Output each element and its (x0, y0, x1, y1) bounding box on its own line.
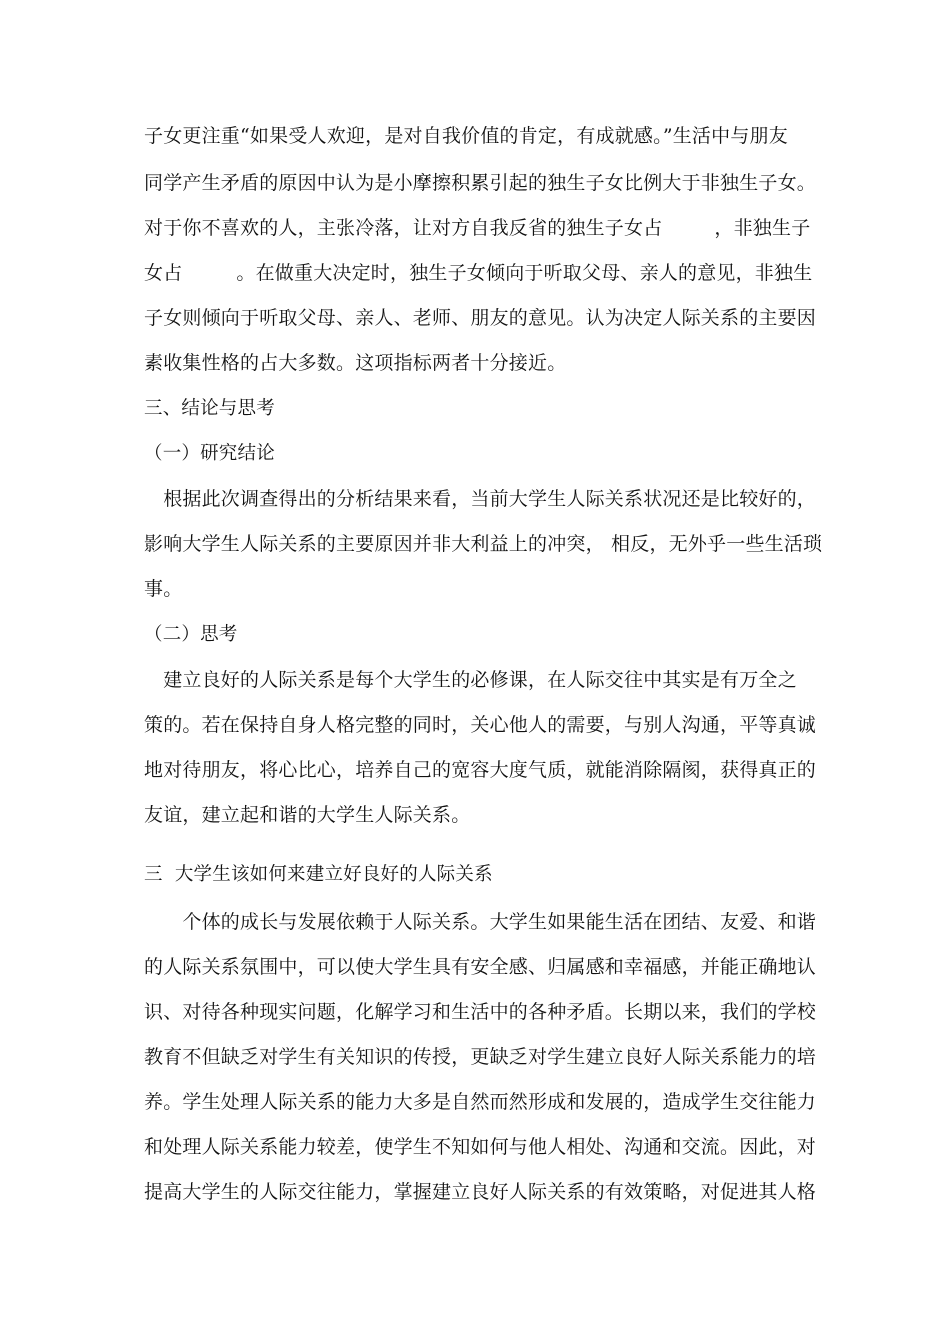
section-heading: 三、结论与思考 (144, 398, 275, 419)
paragraph-line: 和处理人际关系能力较差，使学生不知如何与他人相处、沟通和交流。因此，对 (144, 1136, 817, 1158)
paragraph-line: 根据此次调查得出的分析结果来看，当前大学生人际关系状况还是比较好的， (144, 488, 817, 510)
paragraph-line: 教育不但缺乏对学生有关知识的传授，更缺乏对学生建立良好人际关系能力的培 (144, 1046, 817, 1068)
paragraph-text: ，非独生子 (714, 217, 811, 239)
paragraph-line: 策的。若在保持自身人格完整的同时，关心他人的需要，与别人沟通，平等真诚 (144, 714, 817, 736)
paragraph-line: 提高大学生的人际交往能力，掌握建立良好人际关系的有效策略，对促进其人格 (144, 1181, 817, 1203)
paragraph-line: 子女更注重“如果受人欢迎，是对自我价值的肯定，有成就感。”生活中与朋友 (144, 125, 788, 147)
paragraph-text: 对于你不喜欢的人，主张冷落，让对方自我反省的独生子女占 (144, 217, 663, 239)
paragraph-line (144, 216, 810, 240)
subsection-heading: （一）研究结论 (144, 443, 275, 464)
paragraph-text: 女占 (144, 262, 183, 284)
paragraph-line: 识、对待各种现实问题，化解学习和生活中的各种矛盾。长期以来，我们的学校 (144, 1001, 817, 1023)
section-heading: 三 大学生该如何来建立好良好的人际关系 (144, 864, 493, 885)
paragraph-line: 的人际关系氛围中，可以使大学生具有安全感、归属感和幸福感，并能正确地认 (144, 956, 817, 978)
paragraph-line: 建立良好的人际关系是每个大学生的必修课，在人际交往中其实是有万全之 (144, 669, 797, 691)
paragraph-line (144, 261, 812, 285)
paragraph-line: 素收集性格的占大多数。这项指标两者十分接近。 (144, 352, 567, 374)
paragraph-line: 个体的成长与发展依赖于人际关系。大学生如果能生活在团结、友爱、和谐 (144, 911, 817, 933)
paragraph-line: 事。 (144, 578, 183, 600)
paragraph-line: 友谊，建立起和谐的大学生人际关系。 (144, 804, 471, 826)
subsection-heading: （二）思考 (144, 624, 238, 645)
paragraph-line: 地对待朋友，将心比心，培养自己的宽容大度气质，就能消除隔阂，获得真正的 (144, 759, 817, 781)
paragraph-line: 同学产生矛盾的原因中认为是小摩擦积累引起的独生子女比例大于非独生子女。 (144, 172, 817, 194)
paragraph-line: 影响大学生人际关系的主要原因并非大利益上的冲突， 相反，无外乎一些生活琐 (144, 533, 823, 555)
paragraph-line: 养。学生处理人际关系的能力大多是自然而然形成和发展的，造成学生交往能力 (144, 1091, 817, 1113)
paragraph-text: 。在做重大决定时，独生子女倾向于听取父母、亲人的意见，非独生 (236, 262, 813, 284)
paragraph-line: 子女则倾向于听取父母、亲人、老师、朋友的意见。认为决定人际关系的主要因 (144, 307, 817, 329)
